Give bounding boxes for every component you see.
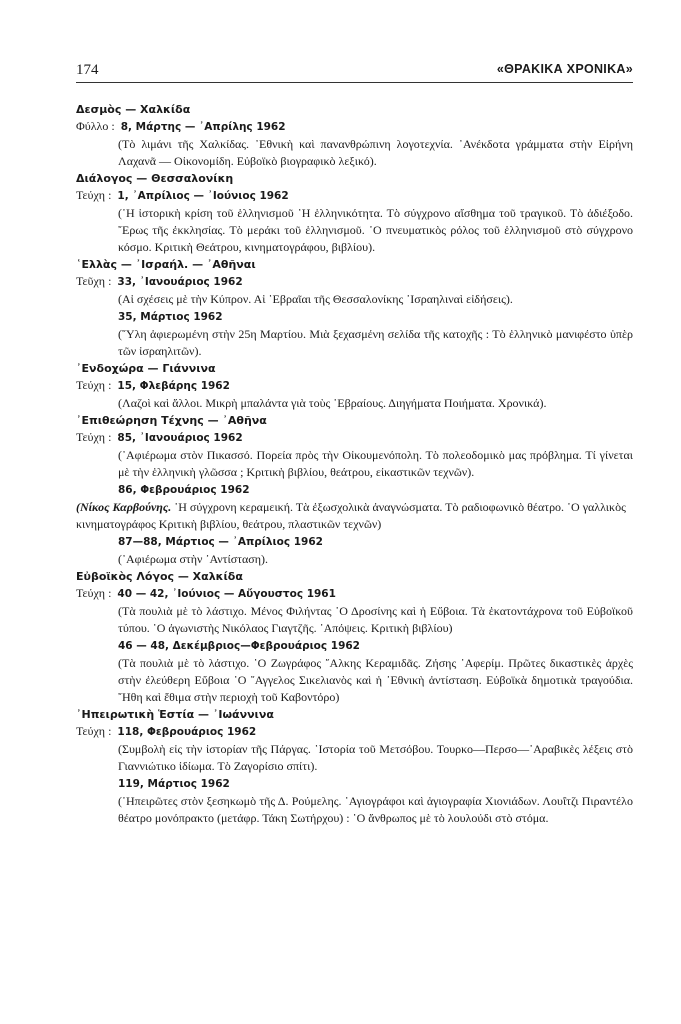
issue-line (76, 308, 633, 326)
issue-contents: (Τὸ λιμάνι τῆς Χαλκίδας. ᾿Εθνικὴ καὶ πανανθρώπινη λογοτεχνία. ᾿Ανέκδοτα γράμματα στὴν Εἰρήνη Λαχανᾶ — Οἰκονομίδη. Εὐβοϊκὸ βιογραφικὸ λεξικό). (118, 137, 633, 168)
issue-line (76, 775, 633, 793)
page-number: 174 (76, 62, 99, 78)
periodicals-list (76, 101, 633, 827)
issue-date: 85, ᾿Ιανουάριος 1962 (117, 432, 243, 444)
issue-contents: (Λαζοὶ καὶ ἄλλοι. Μικρὴ μπαλάντα γιὰ τοὺς ῾Εβραίους. Διηγήματα Ποιήματα. Χρονικά). (118, 396, 547, 410)
issue-contents: (Συμβολὴ εἰς τὴν ἱστορίαν τῆς Πάργας. ῾Ιστορία τοῦ Μετσόβου. Τουρκο—Περσο—᾿Αραβικὲς λέξεις στὸ Γιαννιώτικο ἰδίωμα. Τὸ Ζαγορίσιο σπίτι). (118, 742, 633, 773)
issue-label: Τεύχη : (76, 724, 112, 738)
periodical-entry (76, 256, 633, 360)
issue-contents: (῞Υλη ἀφιερωμένη στὴν 25η Μαρτίου. Μιὰ ξεχασμένη σελίδα τῆς κατοχῆς : Τὸ ἑλληνικὸ μανιφέστο ὑπὲρ τῶν ἰσραηλιτῶν). (118, 327, 633, 358)
periodical-entry (76, 360, 633, 412)
issue-date: 8, Μάρτης — ᾿Απρίλης 1962 (120, 121, 286, 133)
issue-line (76, 377, 633, 395)
issue-line (76, 273, 633, 291)
issue-date: 46 — 48, Δεκέμβριος—Φεβρουάριος 1962 (118, 640, 360, 652)
issue-date: 40 — 42, ᾿Ιούνιος — Αὔγουστος 1961 (117, 588, 336, 600)
issue-date: 1, ᾿Απρίλιος — ᾿Ιούνιος 1962 (117, 190, 289, 202)
issue-label: Τεύχη : (76, 586, 112, 600)
issue-contents: (Αἱ σχέσεις μὲ τὴν Κύπρον. Αἱ ῾Εβραῖαι τῆς Θεσσαλονίκης ᾿Ισραηλιναὶ εἰδήσεις). (118, 292, 513, 306)
issue-label: Φύλλο : (76, 119, 115, 133)
periodical-entry (76, 568, 633, 706)
issue-line (76, 723, 633, 741)
periodical-title: ᾿Ηπειρωτικὴ Ἑστία — ᾿Ιωάννινα (76, 708, 274, 721)
periodical-title: Διάλογος — Θεσσαλονίκη (76, 172, 234, 185)
periodical-entry (76, 412, 633, 568)
periodical-entry (76, 706, 633, 827)
periodical-title: Εὐβοϊκὸς Λόγος — Χαλκίδα (76, 570, 243, 583)
periodical-title: ῾Ελλὰς — ᾿Ισραήλ. — ᾿Αθῆναι (76, 258, 256, 271)
issue-label: Τεῦχη : (76, 274, 112, 288)
issue-contents: (᾿Αφιέρωμα στὸν Πικασσό. Πορεία πρὸς τὴν Οἰκουμενόπολη. Τὸ πολεοδομικὸ μας πρόβλημα. Τί γίνεται μὲ τὴν ἑλληνικὴ γλῶσσα ; Κριτικὴ βιβλίου, θεάτρου, εἰκαστικῶν τεχνῶν). (118, 448, 633, 479)
periodical-entry (76, 101, 633, 170)
issue-date: 35, Μάρτιος 1962 (118, 311, 223, 323)
periodical-title: ᾿Ενδοχώρα — Γιάννινα (76, 362, 216, 375)
issue-date: 86, Φεβρουάριος 1962 (118, 484, 250, 496)
issue-date: 119, Μάρτιος 1962 (118, 778, 230, 790)
author-name: (Νίκος Καρβούνης. (76, 500, 172, 514)
issue-line (76, 429, 633, 447)
issue-label: Τεύχη : (76, 188, 112, 202)
periodical-title: Δεσμὸς — Χαλκίδα (76, 103, 191, 116)
issue-line (76, 118, 633, 136)
issue-contents: (῾Η ἱστορικὴ κρίση τοῦ ἑλληνισμοῦ ῾Η ἑλληνικότητα. Τὸ σύγχρονο αἴσθημα τοῦ τραγικοῦ. Τὸ ἀδιέξοδο. ῎Ερως τῆς ἐκκλησίας. Τὸ μεράκι τοῦ ἑλληνισμοῦ. ῾Ο πνευματικὸς ρόλος τοῦ ἑλληνισμοῦ στὸ σύγχρονο κόσμο. Κριτικὴ Θεάτρου, κινηματογράφου, βιβλίου). (118, 206, 633, 254)
running-head (76, 62, 633, 83)
issue-contents: (῾Ηπειρῶτες στὸν ξεσηκωμὸ τῆς Δ. Ρούμελης. ῾Αγιογράφοι καὶ ἁγιογραφία Χιονιάδων. Λουΐτζι Πιραντέλο θέατρο μονόπρακτο (μετάφρ. Τάκη Σωτήρχου) : ῾Ο ἄνθρωπος μὲ τὸ λουλούδι στὸ στόμα. (118, 794, 633, 825)
author-note (76, 499, 633, 533)
issue-date: 15, Φλεβάρης 1962 (117, 380, 230, 392)
author-note-text: ῾Η σύγχρονη κεραμεική. Τὰ ἐξωσχολικὰ ἀναγνώσματα. Τὸ ραδιοφωνικὸ θέατρο. ῾Ο γαλλικὸς κινηματογράφος Κριτικὴ βιβλίου, θεάτρου, πλαστικῶν τεχνῶν) (76, 500, 626, 531)
issue-date: 33, ᾿Ιανουάριος 1962 (117, 276, 243, 288)
journal-title: «ΘΡΑΚΙΚΑ ΧΡΟΝΙΚΑ» (496, 62, 633, 76)
issue-line (76, 187, 633, 205)
issue-line (76, 637, 633, 655)
issue-contents: (᾿Αφιέρωμα στὴν ᾿Αντίσταση). (118, 552, 269, 566)
issue-date: 118, Φεβρουάριος 1962 (117, 726, 257, 738)
issue-line (76, 585, 633, 603)
issue-contents: (Τὰ πουλιὰ μὲ τὸ λάστιχο. ῾Ο Ζωγράφος ῎Αλκης Κεραμιδᾶς. Ζήσης ᾿Αφερίμ. Πρῶτες δικαστικὲς ἀρχὲς στὴν ἐλεύθερη Εὔβοια ῾Ο ῎Αγγελος Σικελιανὸς καὶ ἡ ᾿Εθνικὴ ἀντίσταση. Εὐβοϊκὰ δημοτικὰ τραγούδια. ῎Ηθη καὶ ἔθιμα στὴν περιοχὴ τοῦ Καβοντόρο) (118, 656, 633, 704)
periodical-entry (76, 170, 633, 256)
periodical-title: ᾿Επιθεώρηση Τέχνης — ᾿Αθῆνα (76, 414, 267, 427)
issue-contents: (Τὰ πουλιὰ μὲ τὸ λάστιχο. Μένος Φιλήντας ῾Ο Δροσίνης καὶ ἡ Εὔβοια. Τὰ ἑκατοντάχρονα τοῦ Εὐβοϊκοῦ τύπου. ῾Ο ἀγωνιστὴς Νικόλαος Γιαγτζῆς. ᾿Απόψεις. Κριτικὴ βιβλίου) (118, 604, 633, 635)
issue-label: Τεύχη : (76, 430, 112, 444)
issue-line (76, 481, 633, 499)
issue-line (76, 533, 633, 551)
issue-label: Τεύχη : (76, 378, 112, 392)
issue-date: 87—88, Μάρτιος — ᾿Απρίλιος 1962 (118, 536, 323, 548)
